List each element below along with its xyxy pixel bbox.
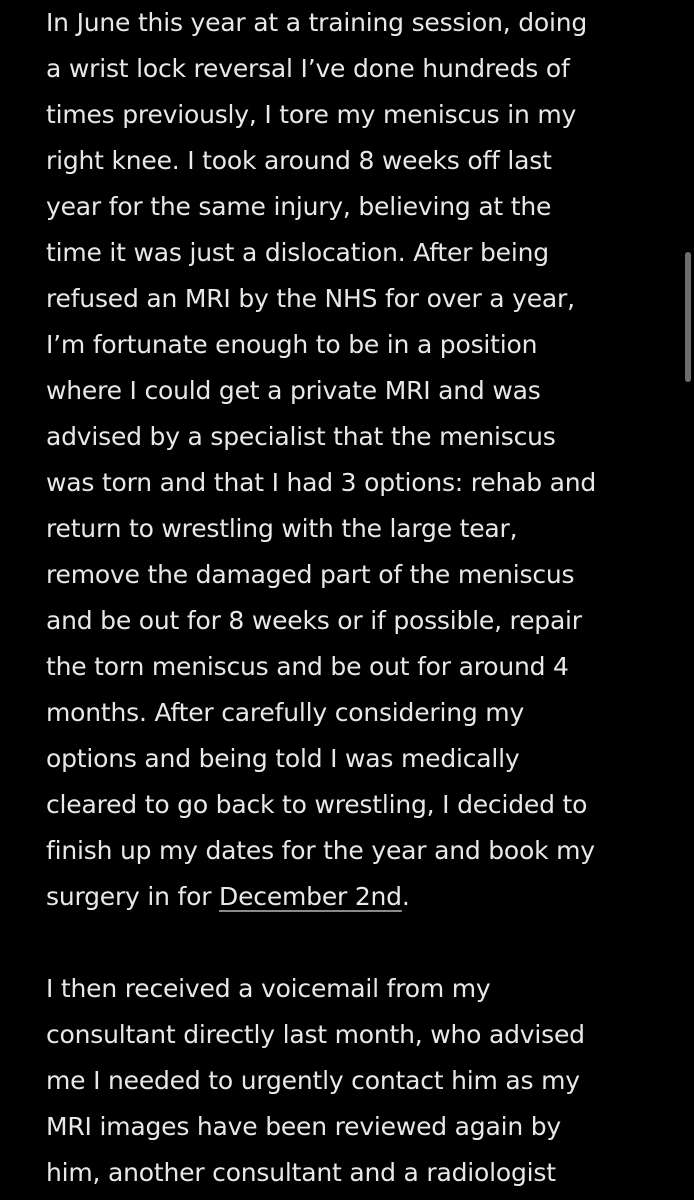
text-line: refused an MRI by the NHS for over a year, — [46, 284, 575, 313]
text-line: consultant directly last month, who advised — [46, 1020, 585, 1049]
text-line: MRI images have been reviewed again by — [46, 1112, 561, 1141]
text-line: right knee. I took around 8 weeks off last — [46, 146, 552, 175]
text-line: time it was just a dislocation. After being — [46, 238, 549, 267]
text-line: advised by a specialist that the meniscus — [46, 422, 556, 451]
text-line: where I could get a private MRI and was — [46, 376, 541, 405]
text-line: me I needed to urgently contact him as my — [46, 1066, 580, 1095]
text-line: finish up my dates for the year and book my — [46, 836, 595, 865]
text-fragment: . — [401, 882, 410, 911]
scrollbar-thumb[interactable] — [685, 252, 691, 382]
text-line: remove the damaged part of the meniscus — [46, 560, 575, 589]
text-fragment: surgery in for — [46, 882, 220, 911]
note-body[interactable] — [46, 0, 666, 1196]
scrollbar[interactable] — [680, 0, 694, 1200]
text-line: was torn and that I had 3 options: rehab and — [46, 468, 597, 497]
paragraph-1 — [46, 0, 666, 920]
text-line: a wrist lock reversal I’ve done hundreds of — [46, 54, 570, 83]
text-line: him, another consultant and a radiologist — [46, 1158, 556, 1187]
text-line: year for the same injury, believing at the — [46, 192, 552, 221]
text-line-with-date — [46, 874, 666, 920]
text-line: and be out for 8 weeks or if possible, repair — [46, 606, 582, 635]
text-line: times previously, I tore my meniscus in my — [46, 100, 577, 129]
text-line: I then received a voicemail from my — [46, 974, 491, 1003]
text-line: months. After carefully considering my — [46, 698, 525, 727]
text-line: options and being told I was medically — [46, 744, 520, 773]
paragraph-2 — [46, 966, 666, 1196]
date-link[interactable]: December 2nd — [219, 882, 402, 911]
paragraph-gap — [46, 920, 666, 966]
text-line: the torn meniscus and be out for around 4 — [46, 652, 569, 681]
text-line: return to wrestling with the large tear, — [46, 514, 518, 543]
text-line: I’m fortunate enough to be in a position — [46, 330, 538, 359]
text-line: cleared to go back to wrestling, I decided to — [46, 790, 588, 819]
text-line: In June this year at a training session, doing — [46, 8, 588, 37]
